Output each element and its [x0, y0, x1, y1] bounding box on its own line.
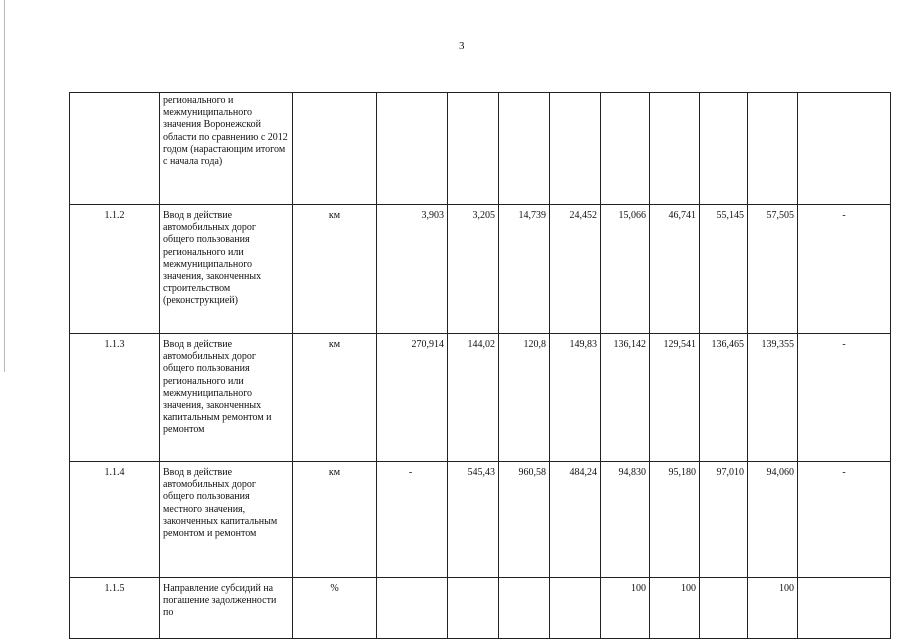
value-cell: 24,452: [550, 205, 601, 334]
value-cell: 270,914: [377, 334, 448, 462]
value-cell: [700, 578, 748, 639]
indicator-description-cell: [160, 462, 293, 578]
value-cell: [550, 578, 601, 639]
value-cell: [700, 93, 748, 205]
indicator-description: Ввод в действие автомобильных дорог общего пользования местного значения, законченных капитальным ремонтом и ремонтом: [163, 467, 278, 540]
unit-cell: [293, 93, 377, 205]
scan-edge-line: [4, 0, 5, 372]
indicator-description: Направление субсидий на погашение задолженности по: [163, 583, 277, 619]
value-cell: 484,24: [550, 462, 601, 578]
value-cell: 94,060: [748, 462, 798, 578]
value-cell: [499, 578, 550, 639]
value-cell: 960,58: [499, 462, 550, 578]
value-cell: [748, 93, 798, 205]
unit-cell: %: [293, 578, 377, 639]
value-cell: 3,903: [377, 205, 448, 334]
table-row: [70, 93, 891, 205]
value-cell: 3,205: [448, 205, 499, 334]
value-cell: -: [377, 462, 448, 578]
indicator-description: Ввод в действие автомобильных дорог общего пользования регионального или межмуниципального значения, законченных строительством (реконструкцией): [163, 210, 262, 307]
value-cell: [448, 578, 499, 639]
note-cell: [798, 578, 891, 639]
value-cell: [377, 578, 448, 639]
table-row: [70, 578, 891, 639]
value-cell: 136,142: [601, 334, 650, 462]
value-cell: 15,066: [601, 205, 650, 334]
row-number-cell: 1.1.5: [70, 578, 160, 639]
value-cell: 14,739: [499, 205, 550, 334]
indicator-description-cell: [160, 205, 293, 334]
value-cell: [448, 93, 499, 205]
value-cell: 100: [601, 578, 650, 639]
indicator-description: Ввод в действие автомобильных дорог общего пользования регионального или межмуниципального значения, законченных капитальным ремонтом и ремонтом: [163, 339, 272, 436]
value-cell: 94,830: [601, 462, 650, 578]
value-cell: 144,02: [448, 334, 499, 462]
row-number-cell: [70, 93, 160, 205]
value-cell: 136,465: [700, 334, 748, 462]
indicator-description-cell: [160, 93, 293, 205]
indicator-description-cell: [160, 578, 293, 639]
table-row: [70, 205, 891, 334]
note-cell: -: [798, 205, 891, 334]
indicator-description-cell: [160, 334, 293, 462]
value-cell: 545,43: [448, 462, 499, 578]
value-cell: 120,8: [499, 334, 550, 462]
value-cell: [377, 93, 448, 205]
unit-cell: км: [293, 462, 377, 578]
value-cell: 55,145: [700, 205, 748, 334]
indicator-description: регионального и межмуниципального значения Воронежской области по сравнению с 2012 годом (нарастающим итогом с начала года): [163, 95, 288, 168]
value-cell: 57,505: [748, 205, 798, 334]
value-cell: 100: [748, 578, 798, 639]
value-cell: 100: [650, 578, 700, 639]
table-row: [70, 334, 891, 462]
note-cell: -: [798, 462, 891, 578]
value-cell: [499, 93, 550, 205]
unit-cell: км: [293, 205, 377, 334]
unit-cell: км: [293, 334, 377, 462]
row-number-cell: 1.1.2: [70, 205, 160, 334]
table-row: [70, 462, 891, 578]
value-cell: 97,010: [700, 462, 748, 578]
value-cell: [550, 93, 601, 205]
value-cell: 149,83: [550, 334, 601, 462]
row-number-cell: 1.1.4: [70, 462, 160, 578]
value-cell: [601, 93, 650, 205]
note-cell: -: [798, 334, 891, 462]
value-cell: 139,355: [748, 334, 798, 462]
value-cell: [650, 93, 700, 205]
note-cell: [798, 93, 891, 205]
page-number: 3: [459, 40, 465, 52]
row-number-cell: 1.1.3: [70, 334, 160, 462]
indicators-table: [69, 92, 891, 639]
value-cell: 95,180: [650, 462, 700, 578]
value-cell: 46,741: [650, 205, 700, 334]
value-cell: 129,541: [650, 334, 700, 462]
